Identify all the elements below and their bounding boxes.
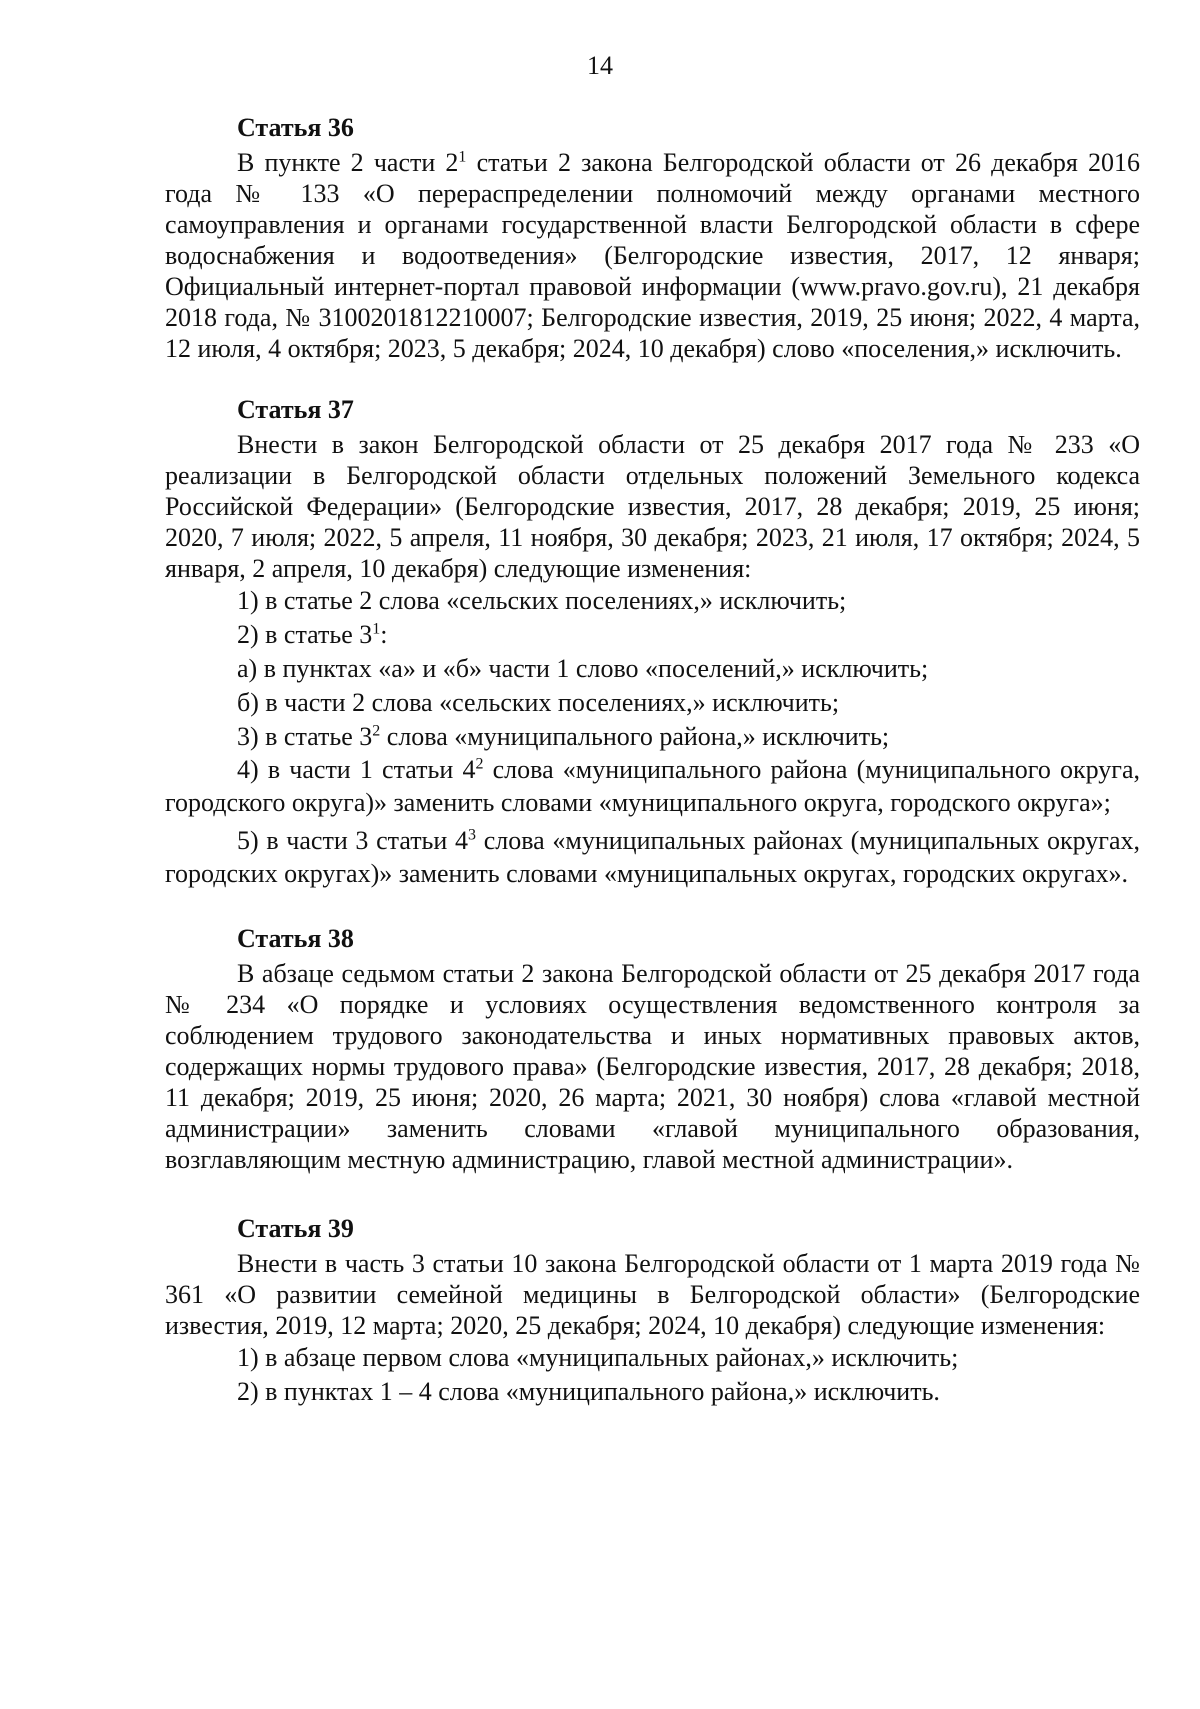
article-37-item-3-part-b: слова «муниципального района,» исключить;	[380, 722, 890, 751]
article-37-item-1: 1) в статье 2 слова «сельских поселениях,» исключить;	[237, 586, 847, 615]
article-39-item-2: 2) в пунктах 1 – 4 слова «муниципального района,» исключить.	[237, 1377, 940, 1406]
article-37-item-4-superscript: 2	[475, 755, 484, 773]
article-39-item-1: 1) в абзаце первом слова «муниципальных районах,» исключить;	[237, 1343, 959, 1372]
article-37-intro: Внести в закон Белгородской области от 25 декабря 2017 года № 233 «О реализации в Белгородской области отдельных положений Земельного кодекса Российской Федерации» (Белгородские известия, 2017, 28 декабря; 2019, 25 июня; 2020, 7 июля; 2022, 5 апреля, 11 ноября, 30 декабря; 2023, 21 июля, 17 октября; 2024, 5 января, 2 апреля, 10 декабря) следующие изменения:	[165, 430, 1140, 583]
article-37-item-3-part-a: 3) в статье 3	[237, 722, 373, 751]
article-37-heading: Статья 37	[237, 395, 354, 424]
article-37-item-2	[165, 618, 1140, 652]
article-38-text: В абзаце седьмом статьи 2 закона Белгородской области от 25 декабря 2017 года № 234 «О порядке и условиях осуществления ведомственного контроля за соблюдением трудового законодательства и иных нормативных правовых актов, содержащих нормы трудового права» (Белгородские известия, 2017, 28 декабря; 2018, 11 декабря; 2019, 25 июня; 2020, 26 марта; 2021, 30 ноября) слова «главой местной администрации» заменить словами «главой муниципального образования, возглавляющим местную администрацию, главой местной администрации».	[165, 959, 1140, 1174]
article-37-item-2a: а) в пунктах «а» и «б» части 1 слово «поселений,» исключить;	[237, 654, 929, 683]
article-39-heading: Статья 39	[237, 1214, 354, 1243]
page-number: 14	[587, 51, 613, 80]
article-37-item-2b: б) в части 2 слова «сельских поселениях,» исключить;	[237, 688, 840, 717]
article-36-text-part-b: статьи 2 закона Белгородской области от 26 декабря 2016 года № 133 «О перераспределении полномочий между органами местного самоуправления и органами государственной власти Белгородской области в сфере водоснабжения и водоотведения» (Белгородские известия, 2017, 12 января; Официальный интернет-портал правовой информации (www.pravo.gov.ru), 21 декабря 2018 года, № 3100201812210007; Белгородские известия, 2019, 25 июня; 2022, 4 марта, 12 июля, 4 октября; 2023, 5 декабря; 2024, 10 декабря) слово «поселения,» исключить.	[165, 148, 1140, 363]
article-37	[165, 394, 1140, 890]
article-37-item-5-superscript: 3	[468, 826, 477, 844]
article-37-item-3-superscript: 2	[372, 722, 381, 740]
article-37-item-2-part-b: :	[380, 620, 388, 649]
article-39	[165, 1213, 1140, 1409]
article-36	[165, 112, 1140, 364]
article-37-item-5-part-b: слова «муниципальных районах (муниципальных округах, городских округах)» заменить словами «муниципальных округах, городских округах».	[165, 826, 1140, 888]
article-36-text-part-a: В пункте 2 части 2	[237, 148, 459, 177]
article-37-item-3	[165, 720, 1140, 754]
article-37-item-5	[165, 825, 1140, 890]
article-38	[165, 923, 1140, 1175]
article-37-item-5-part-a: 5) в части 3 статьи 4	[237, 826, 469, 855]
article-36-heading: Статья 36	[237, 113, 354, 142]
article-36-superscript: 1	[458, 148, 467, 166]
article-37-item-4-part-a: 4) в части 1 статьи 4	[237, 755, 476, 784]
article-38-heading: Статья 38	[237, 924, 354, 953]
article-37-item-2-superscript: 1	[372, 620, 381, 638]
article-37-item-4	[165, 754, 1140, 819]
article-37-item-2-part-a: 2) в статье 3	[237, 620, 373, 649]
article-36-text	[165, 147, 1140, 364]
article-37-item-4-part-b: слова «муниципального района (муниципального округа, городского округа)» заменить словами «муниципального округа, городского округа»;	[165, 755, 1140, 817]
document-body	[165, 112, 1140, 1409]
article-39-intro: Внести в часть 3 статьи 10 закона Белгородской области от 1 марта 2019 года № 361 «О развитии семейной медицины в Белгородской области» (Белгородские известия, 2019, 12 марта; 2020, 25 декабря; 2024, 10 декабря) следующие изменения:	[165, 1249, 1140, 1340]
